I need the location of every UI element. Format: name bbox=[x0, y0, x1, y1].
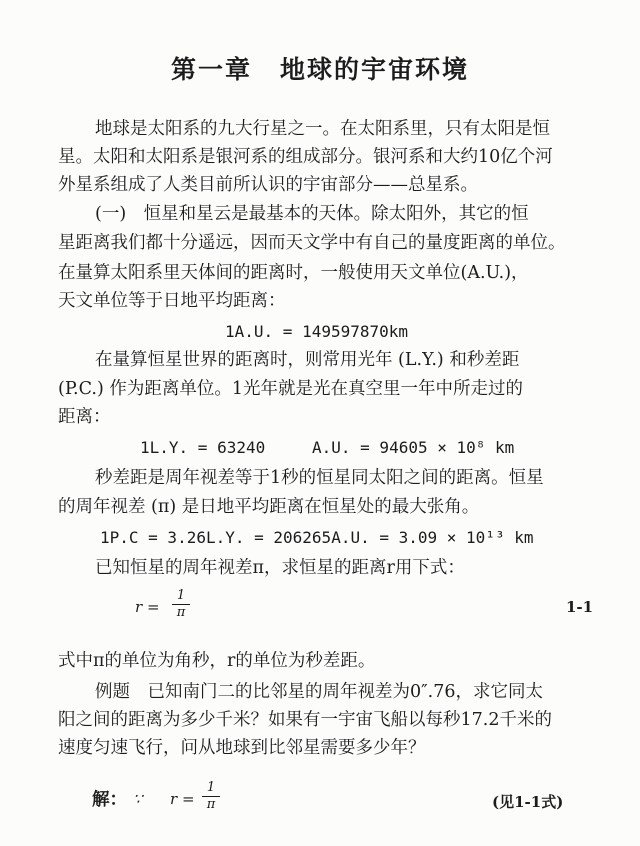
text-line: 距离： bbox=[58, 407, 111, 427]
chapter-title bbox=[0, 50, 640, 86]
text-line: 阳之间的距离为多少千米？如果有一宇宙飞船以每秒17.2千米的 bbox=[58, 710, 552, 730]
fraction-numerator: 1 bbox=[176, 588, 186, 603]
equation-reference: (见1-1式) bbox=[492, 793, 564, 811]
text-line: 外星系组成了人类目前所认识的宇宙部分——总星系。 bbox=[58, 175, 478, 195]
formula-ly-right: A.U. = 94605 × 10⁸ km bbox=[312, 438, 515, 457]
fraction-denominator: π bbox=[176, 605, 186, 620]
chapter-name: 地球的宇宙环境 bbox=[280, 55, 470, 84]
formula-pc: 1P.C = 3.26L.Y. = 206265A.U. = 3.09 × 10¹³ km bbox=[100, 528, 534, 547]
equation-number: 1-1 bbox=[566, 598, 594, 616]
text-line: 的周年视差 (π) 是日地平均距离在恒星处的最大张角。 bbox=[58, 497, 480, 517]
text-line: 星。太阳和太阳系是银河系的组成部分。银河系和大约10亿个河 bbox=[58, 147, 553, 167]
text-line: 秒差距是周年视差等于1秒的恒星同太阳之间的距离。恒星 bbox=[95, 468, 544, 488]
solution-label: 解： bbox=[92, 790, 127, 810]
text-line: 天文单位等于日地平均距离： bbox=[58, 291, 286, 311]
equation-lhs: r = bbox=[135, 598, 160, 616]
text-line: 在量算太阳系里天体间的距离时，一般使用天文单位(A.U.)， bbox=[58, 263, 529, 283]
text-line: 已知恒星的周年视差π，求恒星的距离r用下式： bbox=[95, 558, 465, 578]
text-line: 在量算恒星世界的距离时，则常用光年 (L.Y.) 和秒差距 bbox=[95, 350, 520, 370]
formula-ly-left: 1L.Y. = 63240 bbox=[140, 438, 266, 457]
text-line: 例题 已知南门二的比邻星的周年视差为0″.76，求它同太 bbox=[95, 682, 543, 702]
formula-au: 1A.U. = 149597870km bbox=[225, 322, 409, 341]
chapter-number: 第一章 bbox=[170, 55, 252, 84]
solution-lhs: r = bbox=[170, 790, 195, 808]
fraction-denominator: π bbox=[206, 797, 216, 812]
text-line: 地球是太阳系的九大行星之一。在太阳系里，只有太阳是恒 bbox=[95, 119, 550, 139]
text-line: (一) 恒星和星云是最基本的天体。除太阳外，其它的恒 bbox=[95, 204, 529, 224]
equation-fraction bbox=[172, 589, 190, 620]
text-line: 式中π的单位为角秒，r的单位为秒差距。 bbox=[58, 651, 376, 671]
solution-fraction bbox=[202, 781, 220, 812]
text-line: 速度匀速飞行，问从地球到比邻星需要多少年？ bbox=[58, 738, 426, 758]
text-line: (P.C.) 作为距离单位。1光年就是光在真空里一年中所走过的 bbox=[58, 379, 523, 399]
text-line: 星距离我们都十分遥远，因而天文学中有自己的量度距离的单位。 bbox=[58, 233, 566, 253]
fraction-numerator: 1 bbox=[206, 780, 216, 795]
because-symbol: ∵ bbox=[133, 790, 143, 808]
